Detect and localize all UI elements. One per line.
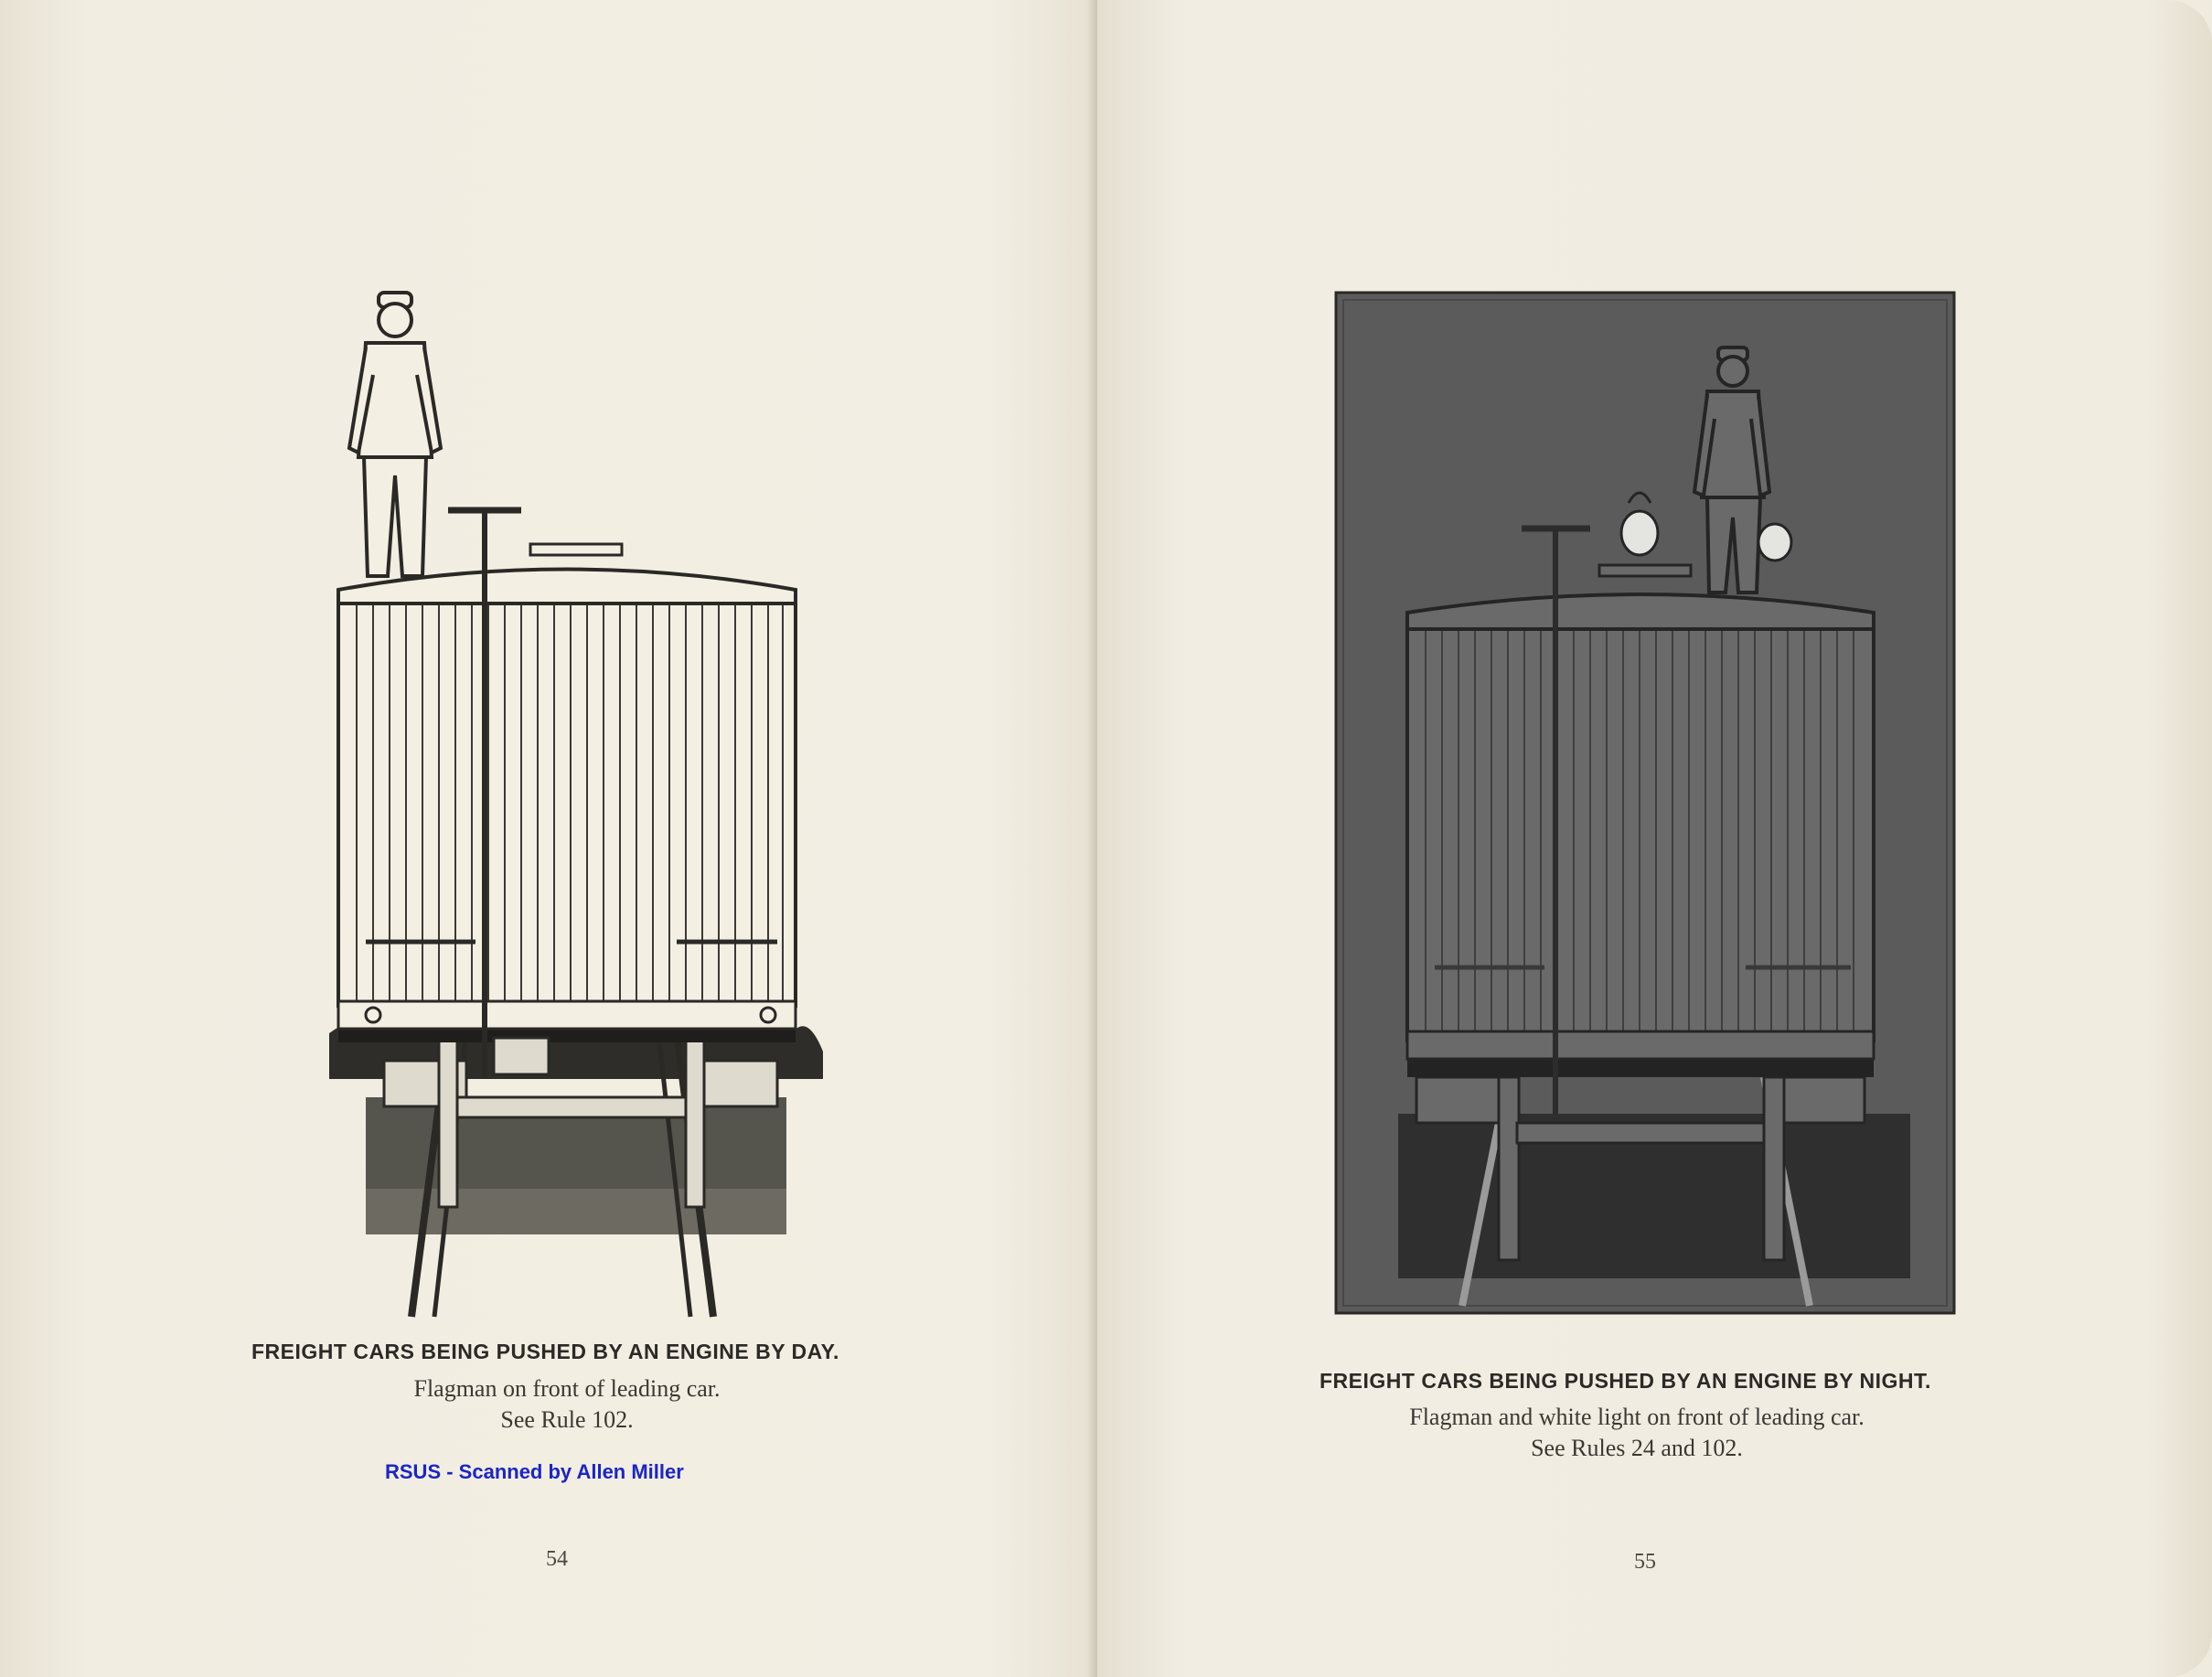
- day-caption-line-2: See Rule 102.: [500, 1406, 634, 1433]
- day-caption-line-1: Flagman on front of leading car.: [413, 1375, 721, 1402]
- night-caption-title: FREIGHT CARS BEING PUSHED BY AN ENGINE BY NIGHT.: [1320, 1369, 1931, 1393]
- flagman-figure: [349, 293, 441, 576]
- page-number-right: 55: [1634, 1550, 1656, 1574]
- right-page: [1097, 0, 2212, 1677]
- day-caption-title: FREIGHT CARS BEING PUSHED BY AN ENGINE BY DAY.: [251, 1340, 839, 1363]
- scan-credit: RSUS - Scanned by Allen Miller: [385, 1460, 684, 1483]
- night-caption-line-2: See Rules 24 and 102.: [1531, 1435, 1743, 1461]
- page-number-left: 54: [546, 1547, 568, 1571]
- night-caption-line-1: Flagman and white light on front of leading car.: [1409, 1404, 1865, 1430]
- day-freight-car-illustration: [311, 274, 823, 1326]
- night-freight-car-illustration: [1334, 291, 1956, 1315]
- left-page: [0, 0, 1097, 1677]
